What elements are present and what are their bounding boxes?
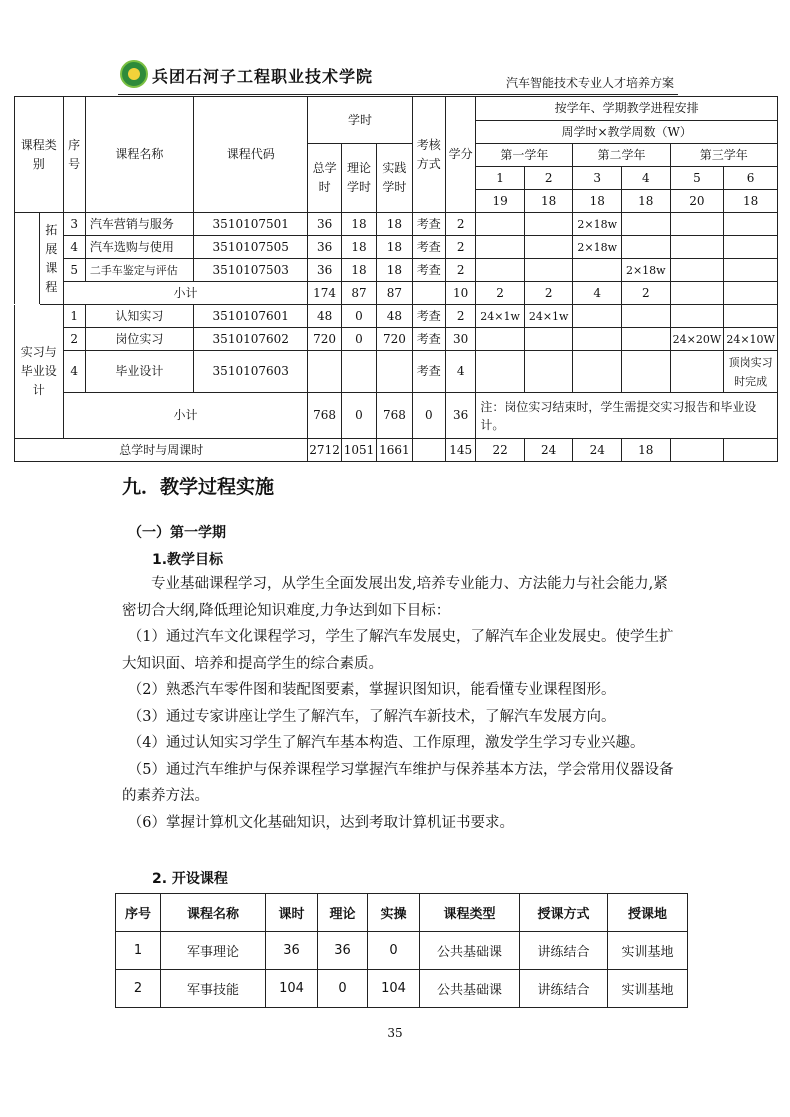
- table-row: 5 二手车鉴定与评估 3510107503 36 18 18 考查 2 2×18w: [15, 259, 778, 282]
- header-no: 序号: [63, 97, 85, 213]
- group-internship: 实习与毕业设计: [15, 305, 64, 439]
- table-row: 拓展课程 3 汽车营销与服务 3510107501 36 18 18 考查 2 2×18w: [15, 213, 778, 236]
- header-semester: 4: [622, 167, 671, 190]
- teaching-goals-heading: 1.教学目标: [152, 552, 224, 568]
- header-credit: 学分: [445, 97, 475, 213]
- table-row: 实习与毕业设计 1 认知实习 3510107601 48 0 48 考查 2 24×1w 24×1w: [15, 305, 778, 328]
- header-weeks: 18: [524, 190, 573, 213]
- table-row: 4 汽车选购与使用 3510107505 36 18 18 考查 2 2×18w: [15, 236, 778, 259]
- goal-item: （6）掌握计算机文化基础知识，达到考取计算机证书要求。: [127, 814, 515, 831]
- grand-total-row: 总学时与周课时 2712 1051 1661 145 22 24 24 18: [15, 439, 778, 462]
- teaching-goals-text: [122, 571, 682, 836]
- header-semester: 5: [670, 167, 724, 190]
- header-semester: 6: [724, 167, 778, 190]
- subsection-title: （一）第一学期: [128, 525, 226, 541]
- header-schedule: 按学年、学期教学进程安排: [476, 97, 778, 121]
- courses-heading: 2. 开设课程: [152, 871, 228, 887]
- school-name: 兵团石河子工程职业技术学院: [152, 67, 374, 86]
- table-row: 2 军事技能 104 0 104 公共基础课 讲练结合 实训基地: [116, 970, 688, 1008]
- internship-note: 注：岗位实习结束时，学生需提交实习报告和毕业设计。: [476, 393, 778, 439]
- table-row: 1 军事理论 36 36 0 公共基础课 讲练结合 实训基地: [116, 932, 688, 970]
- header-year-2: 第二学年: [573, 144, 670, 167]
- header-hours: 学时: [308, 97, 412, 144]
- header-course-name: 课程名称: [85, 97, 193, 213]
- courses-table: [115, 893, 688, 1008]
- subtotal-row: 小计 174 87 87 10 2 2 4 2: [15, 282, 778, 305]
- header-weeks: 18: [622, 190, 671, 213]
- table-row: 2 岗位实习 3510107602 720 0 720 考查 30 24×20W 24×10W: [15, 328, 778, 351]
- page-number: 35: [387, 1026, 403, 1040]
- table-row: 4 毕业设计 3510107603 考查 4 顶岗实习时完成: [15, 351, 778, 393]
- header-year-1: 第一学年: [476, 144, 573, 167]
- subtotal-row: 小计 768 0 768 0 36 注：岗位实习结束时，学生需提交实习报告和毕业设计。: [15, 393, 778, 439]
- header-weeks: 20: [670, 190, 724, 213]
- goal-item: （2）熟悉汽车零件图和装配图要素，掌握识图知识，能看懂专业课程图形。: [127, 682, 616, 698]
- header-weekly: 周学时×教学周数（W）: [476, 121, 778, 144]
- table-header-row: 序号 课程名称 课时 理论 实操 课程类型 授课方式 授课地: [116, 894, 688, 932]
- header-total-hours: 总学时: [308, 144, 341, 213]
- header-year-3: 第三学年: [670, 144, 777, 167]
- header-semester: 3: [573, 167, 622, 190]
- section-title: 九．教学过程实施: [122, 476, 275, 498]
- header-course-code: 课程代码: [194, 97, 308, 213]
- header-practice-hours: 实践学时: [377, 144, 412, 213]
- goal-item: （3）通过专家讲座让学生了解汽车，了解汽车新技术，了解汽车发展方向。: [127, 708, 616, 725]
- page-header: [118, 56, 678, 95]
- goals-intro: 专业基础课程学习，从学生全面发展出发,培养专业能力、方法能力与社会能力,紧密切合大纲,降低理论知识难度,力争达到如下目标：: [122, 576, 668, 619]
- header-exam: 考核方式: [412, 97, 445, 213]
- header-weeks: 18: [724, 190, 778, 213]
- goal-item: （4）通过认知实习学生了解汽车基本构造、工作原理，激发学生学习专业兴趣。: [127, 735, 645, 751]
- goal-item: （1）通过汽车文化课程学习，学生了解汽车发展史，了解汽车企业发展史。使学生扩大知识面、培养和提高学生的综合素质。: [122, 629, 674, 672]
- goal-item: （5）通过汽车维护与保养课程学习掌握汽车维护与保养基本方法，学会常用仪器设备的素养方法。: [122, 761, 674, 804]
- header-weeks: 18: [573, 190, 622, 213]
- course-schedule-table: [14, 96, 778, 462]
- school-logo-icon: [120, 60, 148, 88]
- header-category: 课程类别: [15, 97, 64, 213]
- header-semester: 2: [524, 167, 573, 190]
- header-weeks: 19: [476, 190, 525, 213]
- group-extension-courses: 拓展课程: [40, 213, 63, 305]
- document-title: 汽车智能技术专业人才培养方案: [505, 76, 674, 90]
- header-theory-hours: 理论学时: [341, 144, 376, 213]
- header-semester: 1: [476, 167, 525, 190]
